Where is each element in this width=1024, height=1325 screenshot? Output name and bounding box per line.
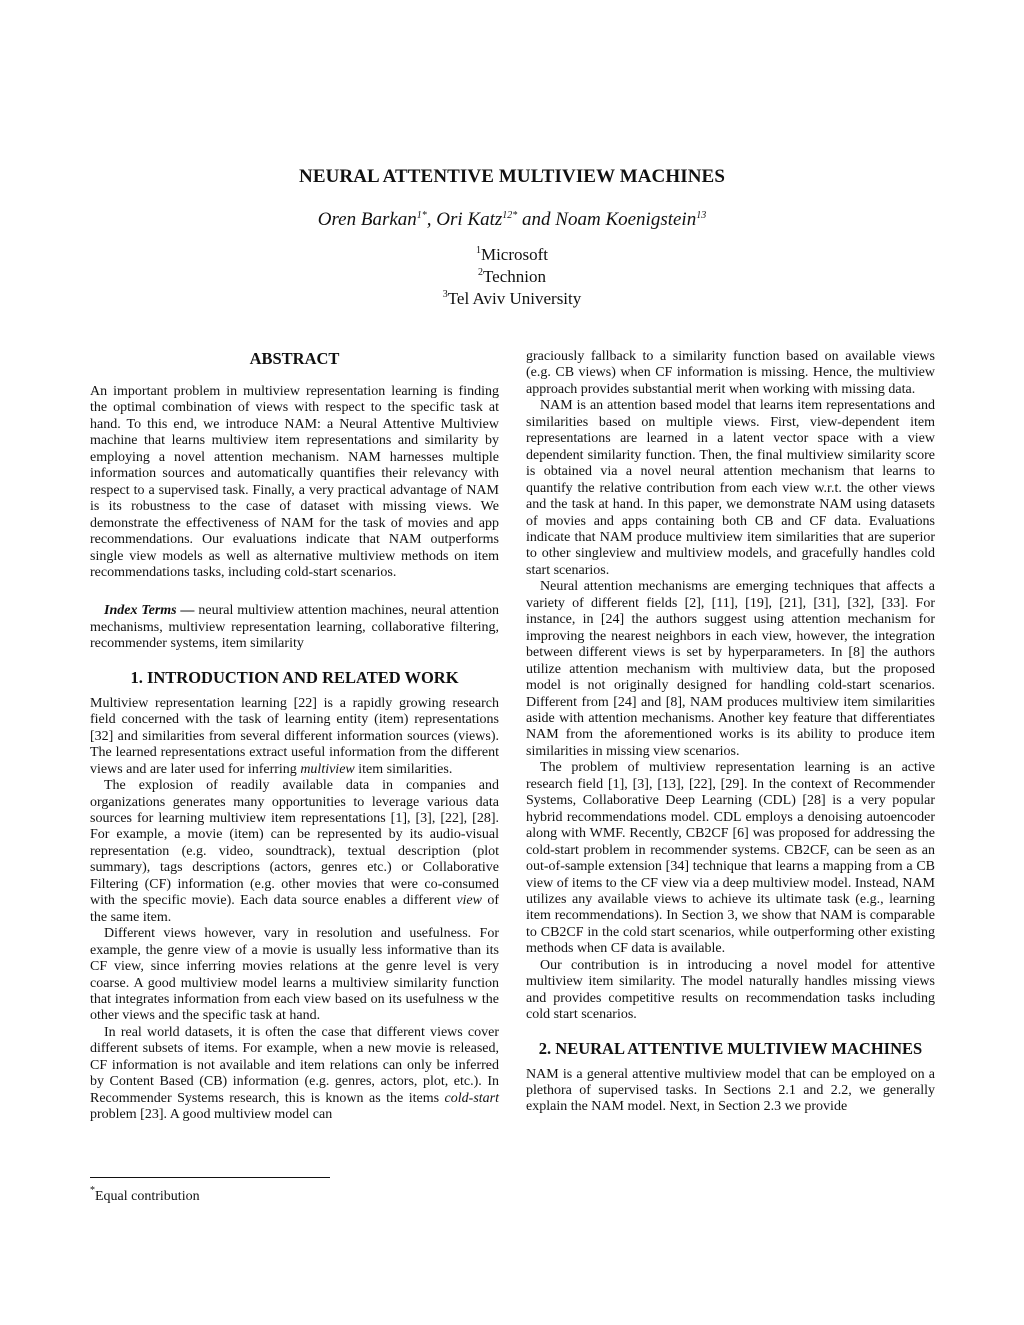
abstract-heading: ABSTRACT	[249, 349, 340, 368]
affiliation-number: 3	[442, 289, 448, 300]
footnote-mark: *	[90, 1185, 95, 1196]
section-1-heading: 1. INTRODUCTION AND RELATED WORK	[130, 667, 459, 687]
affiliation-name: Tel Aviv University	[447, 289, 582, 308]
author-name: Oren Barkan	[317, 209, 417, 230]
section-2-paragraph: NAM is a general attentive multiview model that can be employed on a plethora of supervised tasks. In Sections 2.1 and 2.2, we generally explain the NAM model. Next, in Section 2.3 we provide	[526, 1066, 935, 1115]
body-paragraph: Neural attention mechanisms are emerging techniques that affects a variety of different fields [2], [11], [19], [21], [31], [32], [33]. For instance, in [24] the authors suggest using attention mechanism for improving the nearest neighbors in each view, however, the integration between different views is set by hyperparameters. In [8] the authors utilize attention mechanism with multiview data, but the proposed model is not originally designed for handling cold-start scenarios. Different from [24] and [8], NAM produces multiview item similarities aside with attention mechanisms. Another key feature that differentiates NAM from the aforementioned works is its ability to produce item similarities in missing view scenarios.	[526, 579, 935, 759]
index-terms-label: Index Terms —	[104, 603, 195, 619]
footnote-text: Equal contribution	[95, 1189, 200, 1204]
author-marks: 12*	[502, 210, 518, 221]
affiliation-number: 2	[477, 267, 483, 278]
section-1-paragraph: Multiview representation learning [22] is a rapidly growing research field concerned with the task of learning entity (item) representations [32] and similarities from several different information sources (views). The learned representations extract useful information from the different views and are later used for inferring multiview item similarities.	[90, 695, 499, 777]
paper-title: NEURAL ATTENTIVE MULTIVIEW MACHINES	[299, 166, 725, 187]
section-1-paragraph: In real world datasets, it is often the case that different views cover different subsets of items. For example, when a new movie is released, CF information is not available and item relations can only be inferred by Content Based (CB) information (e.g. genres, actors, plot, etc.). In Recommender Systems research, this is known as the items cold-start problem [23]. A good multiview model can	[90, 1024, 499, 1123]
body-paragraph: The problem of multiview representation learning is an active research field [1], [3], [13], [22], [29]. In the context of Recommender Systems, Collaborative Deep Learning (CDL) [28] is a very popular hybrid recommendations model. CDL employs a denoising autoencoder along with WMF. Recently, CB2CF [6] was proposed for addressing the cold-start problem in recommender systems. CB2CF, can be seen as an out-of-sample extension [34] technique that learns a mapping from a CB view of items to the CF view via a deep multiview model. Instead, NAM utilizes any available views to achieve its ultimate task (e.g., learning item recommendations). In Section 3, we show that NAM is comparable to CB2CF in the cold start scenarios, while outperforming other existing methods when CF data is available.	[526, 760, 935, 957]
affiliation-name: Technion	[482, 267, 546, 286]
footnote-rule	[90, 1177, 330, 1178]
index-terms-text: neural multiview attention machines, neural attention mechanisms, multiview representation learning, collaborative filtering, recommender systems, item similarity	[90, 603, 499, 652]
affiliation	[0, 245, 1024, 265]
index-terms	[90, 603, 499, 652]
right-column	[526, 349, 935, 1116]
abstract-text: An important problem in multiview representation learning is finding the optimal combination of views with respect to the specific task at hand. To this end, we introduce NAM: a Neural Attentive Multiview machine that learns multiview item representations and similarity by employing a novel attention mechanism. NAM harnesses multiple information sources and automatically quantifies their relevancy with respect to a supervised task. Finally, a very practical advantage of NAM is its robustness to the case of dataset with missing views. We demonstrate the effectiveness of NAM for the task of movies and app recommendations. Our evaluations indicate that NAM outperforms single view models as well as alternative multiview methods on item recommendations tasks, including cold-start scenarios.	[90, 384, 499, 580]
body-paragraph: NAM is an attention based model that learns item representations and similarities based on multiple views. First, view-dependent item representations are learned in a latent vector space with a view dependent similarity function. Then, the final multiview similarity score is obtained via a novel neural attention mechanism that learns to quantify the relative contribution from each view w.r.t. the other views and the task at hand. In this paper, we demonstrate NAM using datasets of movies and apps containing both CB and CF data. Evaluations indicate that NAM produce multiview item similarities that are superior to other singleview and multiview models, and gracefully handles cold start scenarios.	[526, 398, 935, 578]
affiliation-number: 1	[475, 245, 481, 256]
section-2-heading: 2. NEURAL ATTENTIVE MULTIVIEW MACHINES	[538, 1038, 923, 1058]
author-marks: 1*	[416, 210, 427, 221]
body-paragraph: graciously fallback to a similarity function based on available views (e.g. CB views) when CF information is missing. Hence, the multiview approach provides substantial merit when working with missing data.	[526, 349, 935, 397]
author-name: Ori Katz	[436, 209, 503, 230]
author-marks: 13	[696, 210, 707, 221]
affiliation	[0, 267, 1024, 287]
author-list	[0, 209, 1024, 231]
author-separator: and	[517, 209, 556, 230]
affiliation	[0, 289, 1024, 309]
section-1-paragraph: The explosion of readily available data in companies and organizations generates many opportunities to leverage various data sources for learning multiview item representations [1], [3], [22], [28]. For example, a movie (item) can be represented by its audio-visual representation (e.g. video, soundtrack), textual description (plot summary), tags descriptions (actors, genres etc.) or Collaborative Filtering (CF) information (e.g. other movies that were co-consumed with the specific movie). Each data source enables a different view of the same item.	[90, 778, 499, 925]
left-column	[90, 349, 499, 1124]
author-name: Noam Koenigstein	[555, 209, 697, 230]
affiliation-name: Microsoft	[480, 245, 549, 264]
author-separator: ,	[426, 209, 437, 230]
footnote	[90, 1185, 200, 1205]
section-1-paragraph: Different views however, vary in resolution and usefulness. For example, the genre view of a movie is usually less informative than its CF view, since inferring movies relations at the genre level is very coarse. A good multiview model learns a multiview similarity function that integrates information from each view based on its usefulness w the other views and the specific task at hand.	[90, 926, 499, 1024]
body-paragraph: Our contribution is in introducing a novel model for attentive multiview item similarity. The model naturally handles missing views and provides competitive results on recommendation tasks including cold start scenarios.	[526, 957, 935, 1023]
